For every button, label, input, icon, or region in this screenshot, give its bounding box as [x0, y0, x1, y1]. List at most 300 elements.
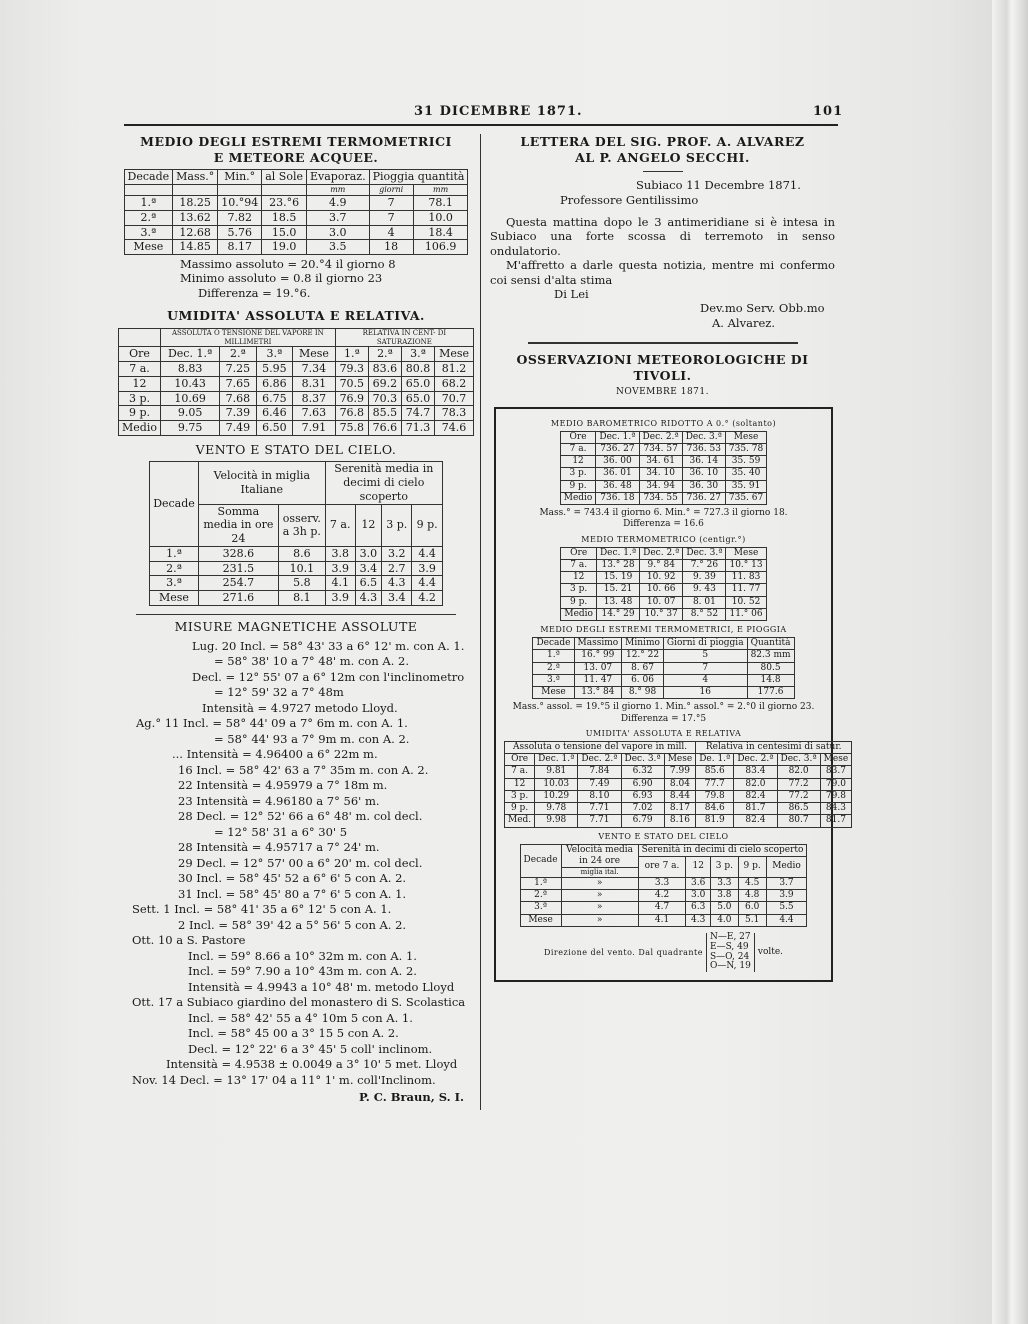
vento2-cell: »	[561, 890, 638, 902]
magnetic-line: = 12° 59' 32 a 7° 48m	[214, 685, 344, 699]
vento2-cell: 4.7	[638, 902, 686, 914]
termo-header: Dec. 3.ª	[683, 547, 726, 559]
estremi-cell: 14.85	[173, 240, 218, 255]
vento2-header: 9 p.	[738, 856, 766, 877]
vento-header: 9 p.	[412, 504, 442, 546]
vento-cell: 4.4	[412, 576, 442, 591]
estremi2-note: Mass.° assol. = 19.°5 il giorno 1. Min.° assol.° = 2.°0 il giorno 23.	[512, 702, 815, 713]
vento2-cell: 4.3	[686, 914, 710, 926]
umidita-cell: 3 p.	[119, 391, 161, 406]
magnetic-line: Incl. = 58° 45 00 a 3° 15 5 con A. 2.	[188, 1026, 399, 1040]
umid2-cell: 79.0	[820, 778, 852, 790]
baro-cell: 735. 67	[725, 492, 766, 504]
baro-row	[560, 468, 766, 480]
umid2-cell: 9.98	[535, 815, 578, 827]
vento2-cell: 3.6	[686, 877, 710, 889]
vento-header: 7 a.	[325, 504, 355, 546]
estremi2-cell: 82.3 mm	[747, 650, 794, 662]
estremi2-cell: 2.ª	[533, 662, 574, 674]
magnetic-line: = 58° 44' 93 a 7° 9m m. con A. 2.	[214, 731, 410, 746]
estremi2-cell: 177.6	[747, 687, 794, 699]
baro-table	[560, 431, 767, 506]
vento-header: 3 p.	[382, 504, 412, 546]
baro-cell: 736. 27	[596, 443, 639, 455]
signature: P. C. Braun, S. I.	[359, 1090, 464, 1104]
umidita-header: 2.ª	[220, 347, 256, 362]
estremi-note: Differenza = 19.°6.	[198, 285, 311, 300]
umid2-cell: 83.7	[820, 766, 852, 778]
termo-title: MEDIO TERMOMETRICO (centigr.°)	[581, 534, 746, 544]
vento2-unit: miglia ital.	[561, 868, 638, 878]
termo-cell: 9. 43	[683, 584, 726, 596]
vento2-cell: 3.8	[710, 890, 738, 902]
volte-label: volte.	[757, 946, 784, 957]
direzione-vento	[541, 933, 786, 973]
vento-cell: 6.5	[355, 576, 382, 591]
estremi2-title: MEDIO DEGLI ESTREMI TERMOMETRICI, E PIOGGIA	[540, 625, 787, 634]
vento-cell: 3.8	[325, 546, 355, 561]
umidita-cell: 6.75	[256, 391, 292, 406]
vento-table	[149, 461, 443, 606]
umidita-row	[119, 406, 474, 421]
termo-header: Ore	[561, 547, 597, 559]
baro-title: MEDIO BAROMETRICO RIDOTTO A 0.° (soltanto)	[550, 418, 777, 428]
vento2-cell: 4.4	[766, 914, 807, 926]
vento-header: 12	[355, 504, 382, 546]
estremi-row	[124, 225, 468, 240]
estremi2-cell: 8. 67	[622, 662, 664, 674]
estremi-header: Pioggia quantità	[369, 170, 468, 185]
estremi2-cell: 1.ª	[533, 650, 574, 662]
vento2-header: Velocità media in 24 ore	[561, 844, 638, 868]
letter-sign-2: A. Alvarez.	[712, 315, 775, 330]
termo-header: Mese	[726, 547, 766, 559]
umidita-cell: 8.37	[293, 391, 336, 406]
vento2-header: 3 p.	[710, 856, 738, 877]
umidita-cell: 7.91	[293, 421, 336, 436]
umidita-cell: 70.3	[368, 391, 401, 406]
unit-label: mm	[307, 185, 370, 196]
umidita-cell: 68.2	[435, 376, 474, 391]
magnetic-line: 16 Incl. = 58° 42' 63 a 7° 35m m. con A. 2.	[178, 762, 429, 777]
umidita-cell: 69.2	[368, 376, 401, 391]
magnetic-line: Ott. 10 a S. Pastore	[132, 933, 246, 947]
umidita-cell: 65.0	[401, 391, 434, 406]
umidita-cell: 74.7	[401, 406, 434, 421]
estremi2-header: Quantità	[747, 638, 794, 650]
vento2-header: Serenità in decimi di cielo scoperto	[638, 844, 807, 856]
magnetic-line: = 58° 38' 10 a 7° 48' m. con A. 2.	[214, 654, 409, 668]
umidita-table	[118, 328, 474, 436]
unit-label	[124, 185, 173, 196]
vento-cell: 4.3	[355, 591, 382, 606]
page-number: 101	[813, 104, 844, 119]
estremi2-header: Minimo	[622, 638, 664, 650]
termo-cell: 7 a.	[561, 559, 597, 571]
estremi-title-2: E METEORE ACQUEE.	[213, 149, 379, 165]
vento2-title: VENTO E STATO DEL CIELO	[598, 831, 729, 841]
estremi-cell: 8.17	[218, 240, 262, 255]
baro-row	[560, 456, 766, 468]
termo-cell: 9 p.	[561, 596, 597, 608]
termo-cell: 13. 48	[596, 596, 639, 608]
unit-label: giorni	[369, 185, 413, 196]
estremi2-header: Massimo	[574, 638, 622, 650]
vento2-row	[520, 890, 807, 902]
umid2-cell: 85.6	[696, 766, 734, 778]
umid2-cell: 83.4	[734, 766, 777, 778]
magnetic-line: Ott. 17 a Subiaco giardino del monastero di S. Scolastica	[132, 995, 466, 1009]
umidita-cell: 65.0	[401, 376, 434, 391]
vento2-header: ore 7 a.	[638, 856, 686, 877]
termo-row	[561, 584, 766, 596]
estremi-cell: Mese	[124, 240, 173, 255]
letter-rule	[643, 171, 683, 172]
estremi-cell: 106.9	[413, 240, 468, 255]
umid2-cell: 9 p.	[505, 803, 535, 815]
unit-label	[218, 185, 262, 196]
umid2-header: De. 1.ª	[696, 754, 734, 766]
termo-cell: 9.° 84	[640, 559, 683, 571]
estremi-cell: 3.0	[307, 225, 370, 240]
magnetic-line: Sett. 1 Incl. = 58° 41' 35 a 6° 12' 5 con A. 1.	[132, 902, 392, 916]
umidita-cell: 9 p.	[119, 406, 161, 421]
vento2-cell: 3.0	[686, 890, 710, 902]
termo-cell: 15. 19	[596, 572, 639, 584]
vento-cell: 3.9	[412, 561, 442, 576]
tivoli-title: OSSERVAZIONI METEOROLOGICHE DI TIVOLI.	[516, 352, 809, 383]
magnetic-line: Intensità = 4.9727 metodo Lloyd.	[202, 700, 398, 715]
termo-cell: 10.° 13	[726, 559, 766, 571]
vento-row	[150, 561, 443, 576]
estremi-header: Min.°	[218, 170, 262, 185]
vento-cell: 8.1	[278, 591, 325, 606]
vento-cell: 8.6	[278, 546, 325, 561]
umid2-cell: 77.2	[777, 778, 820, 790]
running-title: 31 DICEMBRE 1871.	[414, 104, 583, 119]
umidita-cell: 81.2	[435, 362, 474, 377]
estremi-cell: 4.9	[307, 196, 370, 211]
umid2-cell: 81.9	[696, 815, 734, 827]
magnetic-line: = 12° 58' 31 a 6° 30' 5	[214, 824, 348, 839]
vento2-cell: 5.1	[738, 914, 766, 926]
umidita-cell: 7.25	[220, 362, 256, 377]
umidita-cell: 7.63	[293, 406, 336, 421]
estremi2-header: Decade	[533, 638, 574, 650]
umidita-header: 3.ª	[256, 347, 292, 362]
letter-closing: Di Lei	[554, 286, 589, 301]
magnetic-line: ... Intensità = 4.96400 a 6° 22m m.	[172, 747, 378, 761]
umidita-header: Ore	[119, 347, 161, 362]
magnetic-line: Ag.° 11 Incl. = 58° 44' 09 a 7° 6m m. con A. 1.	[136, 716, 408, 730]
estremi-note: Minimo assoluto = 0.8 il giorno 23	[180, 271, 383, 286]
umid2-cell: 79.8	[820, 790, 852, 802]
umidita-header: 3.ª	[401, 347, 434, 362]
termo-cell: 9. 39	[683, 572, 726, 584]
vento2-cell: 4.2	[638, 890, 686, 902]
umid2-table	[504, 741, 852, 828]
magnetic-measurements	[118, 639, 474, 1089]
umidita-cell: 9.05	[160, 406, 219, 421]
estremi-row	[124, 196, 468, 211]
estremi2-cell: 16	[663, 687, 747, 699]
vento2-cell: 3.ª	[520, 902, 561, 914]
umid2-cell: 10.29	[535, 790, 578, 802]
termo-cell: 11. 77	[726, 584, 766, 596]
termo-cell: 10. 52	[726, 596, 766, 608]
vento2-row	[520, 914, 807, 926]
letter-sign-1: Dev.mo Serv. Obb.mo	[700, 301, 825, 316]
quadrante: E—S, 49	[710, 941, 749, 952]
baro-cell: 36. 01	[596, 468, 639, 480]
umid2-cell: 7.99	[664, 766, 696, 778]
baro-cell: 36. 10	[682, 468, 725, 480]
baro-cell: 36. 14	[682, 456, 725, 468]
vento2-cell: 4.0	[710, 914, 738, 926]
umid2-cell: 6.79	[621, 815, 664, 827]
umid2-cell: 82.4	[734, 790, 777, 802]
vento-cell: 4.3	[382, 576, 412, 591]
baro-cell: 35. 40	[725, 468, 766, 480]
termo-cell: 14.° 29	[596, 608, 639, 620]
magnetic-line: Intensità = 4.9538 ± 0.0049 a 3° 10' 5 met. Lloyd	[166, 1057, 458, 1071]
baro-cell: 736. 18	[596, 492, 639, 504]
umidita-cell: 85.5	[368, 406, 401, 421]
baro-cell: 3 p.	[560, 468, 596, 480]
estremi-cell: 15.0	[262, 225, 307, 240]
baro-cell: 35. 59	[725, 456, 766, 468]
vento-cell: 3.4	[355, 561, 382, 576]
umid2-cell: 81.7	[734, 803, 777, 815]
magnetic-line: Incl. = 59° 7.90 a 10° 43m m. con A. 2.	[188, 964, 417, 978]
vento-header: Serenità media in decimi di cielo scoperto	[325, 462, 442, 504]
termo-cell: 15. 21	[596, 584, 639, 596]
baro-cell: 36. 48	[596, 480, 639, 492]
estremi-note: Massimo assoluto = 20.°4 il giorno 8	[180, 257, 396, 271]
estremi2-cell: 5	[663, 650, 747, 662]
estremi-cell: 2.ª	[124, 210, 173, 225]
vento2-cell: 4.1	[638, 914, 686, 926]
termo-cell: 10. 07	[640, 596, 683, 608]
letter-paragraph: M'affretto a darle questa notizia, mentre mi confermo coi sensi d'alta stima	[490, 258, 835, 287]
vento2-cell: 4.8	[738, 890, 766, 902]
baro-header: Dec. 3.ª	[682, 431, 725, 443]
umid2-cell: 7.71	[578, 815, 621, 827]
umidita-header: Mese	[293, 347, 336, 362]
umid2-cell: 3 p.	[505, 790, 535, 802]
umid2-row	[505, 778, 852, 790]
baro-cell: 34. 10	[639, 468, 682, 480]
umid2-cell: 80.7	[777, 815, 820, 827]
estremi-header: Mass.°	[173, 170, 218, 185]
magnetic-line: Intensità = 4.9943 a 10° 48' m. metodo Lloyd	[188, 979, 455, 994]
umidita-cell: 83.6	[368, 362, 401, 377]
umid2-cell: 82.0	[734, 778, 777, 790]
umidita-cell: 76.9	[335, 391, 368, 406]
vento2-cell: 3.9	[766, 890, 807, 902]
umidita-cell: 75.8	[335, 421, 368, 436]
umidita-cell: 70.7	[435, 391, 474, 406]
umidita-cell: 6.86	[256, 376, 292, 391]
umidita-header: Dec. 1.ª	[160, 347, 219, 362]
estremi2-note: Differenza = 17.°5	[620, 713, 707, 724]
column-rule	[480, 134, 481, 1110]
estremi-cell: 13.62	[173, 210, 218, 225]
umid2-cell: 8.04	[664, 778, 696, 790]
termo-header: Dec. 1.ª	[596, 547, 639, 559]
baro-header: Mese	[725, 431, 766, 443]
termo-cell: 10. 92	[640, 572, 683, 584]
estremi-notes	[118, 257, 474, 300]
umid2-cell: 84.3	[820, 803, 852, 815]
umidita-cell: 74.6	[435, 421, 474, 436]
vento-row	[150, 591, 443, 606]
termo-row	[561, 596, 766, 608]
baro-note: Differenza = 16.6	[623, 519, 704, 530]
umid2-cell: 86.5	[777, 803, 820, 815]
estremi-cell: 3.7	[307, 210, 370, 225]
umid2-cell: 84.6	[696, 803, 734, 815]
termo-cell: 10. 66	[640, 584, 683, 596]
umid2-cell: 6.32	[621, 766, 664, 778]
magnetic-line: Incl. = 59° 8.66 a 10° 32m m. con A. 1.	[188, 948, 417, 963]
vento2-cell: 5.0	[710, 902, 738, 914]
estremi-cell: 3.ª	[124, 225, 173, 240]
baro-cell: 34. 61	[639, 456, 682, 468]
umid2-row	[505, 803, 852, 815]
vento-cell: 10.1	[278, 561, 325, 576]
vento2-header: Medio	[766, 856, 807, 877]
umidita-row	[119, 391, 474, 406]
estremi2-header: Giorni di pioggia	[663, 638, 747, 650]
vento-cell: 3.0	[355, 546, 382, 561]
baro-cell: Medio	[560, 492, 596, 504]
estremi-header: Evaporaz.	[307, 170, 370, 185]
baro-cell: 36. 00	[596, 456, 639, 468]
umidita-cell: 9.75	[160, 421, 219, 436]
estremi-cell: 18.25	[173, 196, 218, 211]
umid2-row	[505, 815, 852, 827]
estremi-cell: 10.0	[413, 210, 468, 225]
baro-cell: 734. 57	[639, 443, 682, 455]
estremi-cell: 18.5	[262, 210, 307, 225]
baro-note: Mass.° = 743.4 il giorno 6. Min.° = 727.3 il giorno 18.	[539, 508, 788, 518]
baro-cell: 34. 94	[639, 480, 682, 492]
baro-header: Dec. 2.ª	[639, 431, 682, 443]
header-rule	[124, 124, 838, 126]
right-column	[490, 134, 849, 982]
direzione-quadranti	[707, 933, 755, 973]
letter-title-1: LETTERA DEL SIG. PROF. A. ALVAREZ	[520, 134, 805, 149]
vento-cell: 231.5	[198, 561, 278, 576]
corner-cell	[119, 328, 161, 347]
estremi-cell: 78.1	[413, 196, 468, 211]
termo-table	[560, 547, 766, 622]
umidita-cell: 12	[119, 376, 161, 391]
vento2-cell: 6.0	[738, 902, 766, 914]
baro-cell: 12	[560, 456, 596, 468]
estremi-row	[124, 240, 468, 255]
vento-cell: 3.2	[382, 546, 412, 561]
vento-row	[150, 576, 443, 591]
estremi2-row	[533, 674, 794, 686]
estremi2-cell: 11. 47	[574, 674, 622, 686]
umidita-cell: 7.34	[293, 362, 336, 377]
estremi2-cell: 6. 06	[622, 674, 664, 686]
vento-header: Decade	[150, 462, 199, 547]
estremi2-cell: Mese	[533, 687, 574, 699]
umid2-header: Dec. 3.ª	[777, 754, 820, 766]
umidita-cell: 7.68	[220, 391, 256, 406]
umidita-row	[119, 421, 474, 436]
vento2-cell: »	[561, 902, 638, 914]
magnetic-line: 2 Incl. = 58° 39' 42 a 5° 56' 5 con A. 2.	[178, 917, 407, 932]
umid2-header: Dec. 1.ª	[535, 754, 578, 766]
estremi2-cell: 14.8	[747, 674, 794, 686]
estremi2-cell: 13. 07	[574, 662, 622, 674]
magnetic-line: 31 Incl. = 58° 45' 80 a 7° 6' 5 con A. 1.	[178, 886, 407, 901]
termo-cell: 11. 83	[726, 572, 766, 584]
estremi-table	[124, 169, 469, 255]
letter-place-date: Subiaco 11 Decembre 1871.	[636, 178, 801, 193]
umidita-cell: 8.83	[160, 362, 219, 377]
letter-title-2: AL P. ANGELO SECCHI.	[575, 149, 750, 165]
magnetic-line: 23 Intensità = 4.96180 a 7° 56' m.	[178, 793, 380, 808]
vento2-row	[520, 877, 807, 889]
unit-label	[173, 185, 218, 196]
vento-cell: 328.6	[198, 546, 278, 561]
magnetic-line: 28 Decl. = 12° 52' 66 a 6° 48' m. col decl.	[178, 809, 423, 823]
estremi-cell: 4	[369, 225, 413, 240]
vento2-row	[520, 902, 807, 914]
umid2-cell: 6.93	[621, 790, 664, 802]
page-edge	[992, 0, 1028, 1324]
umid2-cell: 7.02	[621, 803, 664, 815]
umid2-header: Ore	[505, 754, 535, 766]
estremi2-cell: 3.ª	[533, 674, 574, 686]
estremi2-cell: 7	[663, 662, 747, 674]
vento-cell: 3.9	[325, 591, 355, 606]
vento2-header: Decade	[520, 844, 561, 877]
estremi-header: al Sole	[262, 170, 307, 185]
baro-cell: 734. 55	[639, 492, 682, 504]
umidita-cell: 6.50	[256, 421, 292, 436]
umid2-cell: 79.8	[696, 790, 734, 802]
umid2-group: Relativa in centesimi di satur.	[696, 741, 852, 753]
umidita-cell: Medio	[119, 421, 161, 436]
estremi-cell: 19.0	[262, 240, 307, 255]
umid2-cell: Med.	[505, 815, 535, 827]
termo-cell: 3 p.	[561, 584, 597, 596]
umidita-row	[119, 376, 474, 391]
umidita-cell: 7.49	[220, 421, 256, 436]
estremi-cell: 5.76	[218, 225, 262, 240]
vento-header: Somma media in ore 24	[198, 504, 278, 546]
tivoli-subtitle: NOVEMBRE 1871.	[616, 387, 709, 398]
umid2-header: Dec. 2.ª	[578, 754, 621, 766]
vento2-cell: 5.5	[766, 902, 807, 914]
umid2-cell: 12	[505, 778, 535, 790]
baro-cell: 736. 27	[682, 492, 725, 504]
unit-label: mm	[413, 185, 468, 196]
termo-row	[561, 608, 766, 620]
umid2-cell: 82.4	[734, 815, 777, 827]
umid2-cell: 9.81	[535, 766, 578, 778]
baro-header: Dec. 1.ª	[596, 431, 639, 443]
umid2-cell: 77.7	[696, 778, 734, 790]
umidita-row	[119, 362, 474, 377]
umid2-cell: 6.90	[621, 778, 664, 790]
